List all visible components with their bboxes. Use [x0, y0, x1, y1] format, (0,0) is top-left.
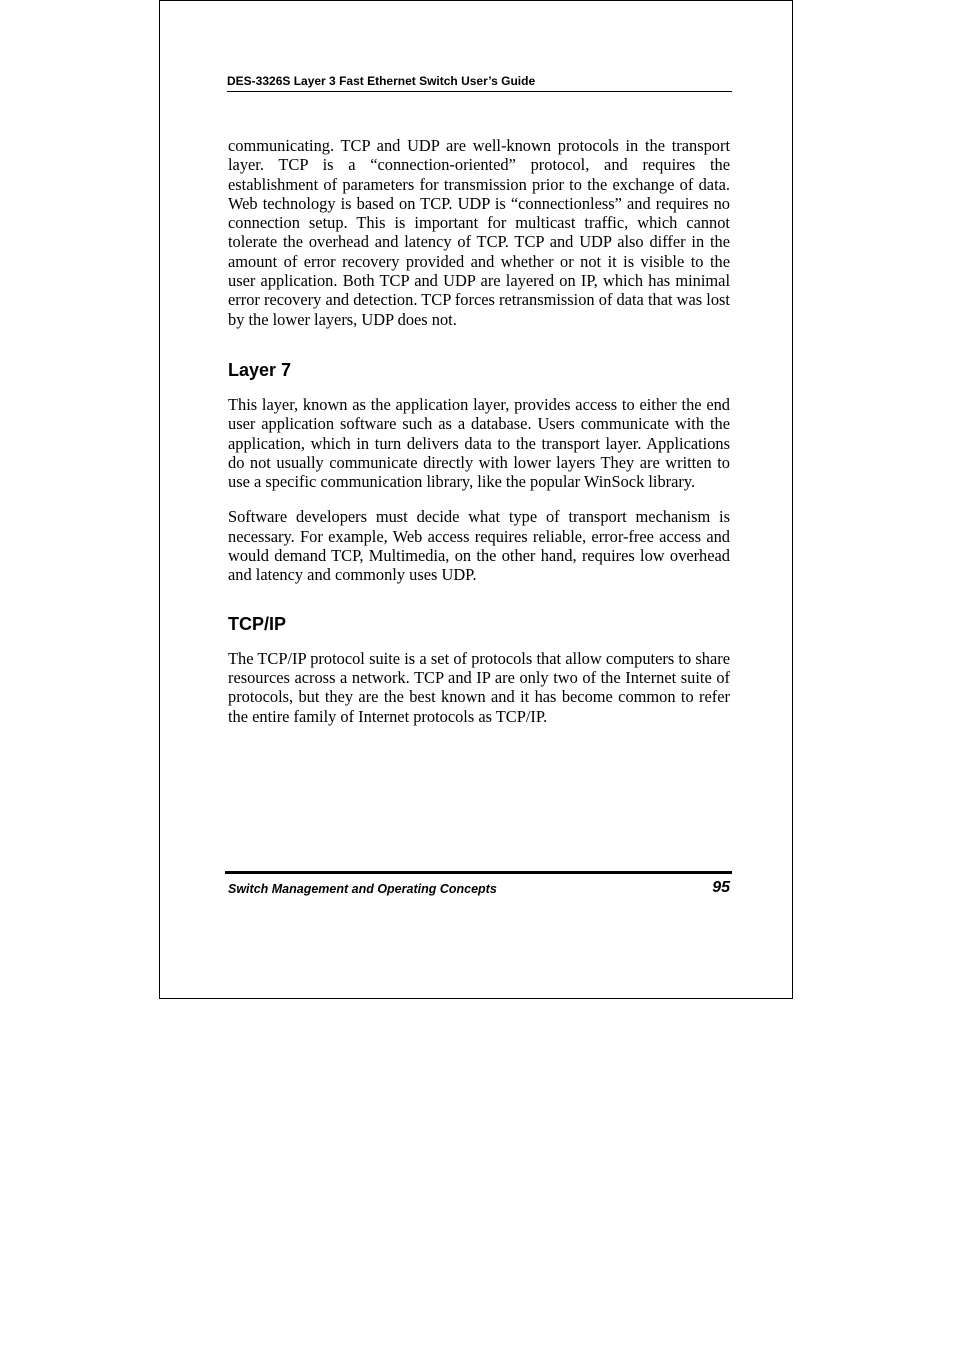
paragraph-application-layer: This layer, known as the application layer, provides access to either the end user application software such as a database. Users communicate with the application, which in turn delivers data to the transport layer. Applications do not usually communicate directly with lower layers They are written to use a specific communication library, like the popular WinSock library.	[228, 394, 730, 492]
paragraph-software-developers: Software developers must decide what type of transport mechanism is necessary. For example, Web access requires reliable, error-free access and would demand TCP, Multimedia, on the other hand, requires low overhead and latency and commonly uses UDP.	[228, 507, 730, 585]
heading-tcp-ip: TCP/IP	[228, 613, 287, 634]
footer-section-title: Switch Management and Operating Concepts	[228, 882, 497, 896]
footer-rule	[225, 871, 732, 874]
page-content	[228, 136, 730, 726]
running-header: DES-3326S Layer 3 Fast Ethernet Switch User’s Guide	[227, 73, 732, 92]
page-number: 95	[712, 879, 730, 896]
heading-layer-7: Layer 7	[228, 359, 292, 380]
running-footer	[228, 879, 730, 899]
paragraph-transport-layer: communicating. TCP and UDP are well-known protocols in the transport layer. TCP is a “connection-oriented” protocol, and requires the establishment of parameters for transmission prior to the exchange of data. Web technology is based on TCP. UDP is “connectionless” and requires no connection setup. This is important for multicast traffic, which cannot tolerate the overhead and latency of TCP. TCP and UDP also differ in the amount of error recovery provided and whether or not it is visible to the user application. Both TCP and UDP are layered on IP, which has minimal error recovery and detection. TCP forces retransmission of data that was lost by the lower layers, UDP does not.	[228, 136, 730, 329]
paragraph-tcp-ip-suite: The TCP/IP protocol suite is a set of protocols that allow computers to share resources across a network. TCP and IP are only two of the Internet suite of protocols, but they are the best known and it has become common to refer the entire family of Internet protocols as TCP/IP.	[228, 648, 730, 726]
